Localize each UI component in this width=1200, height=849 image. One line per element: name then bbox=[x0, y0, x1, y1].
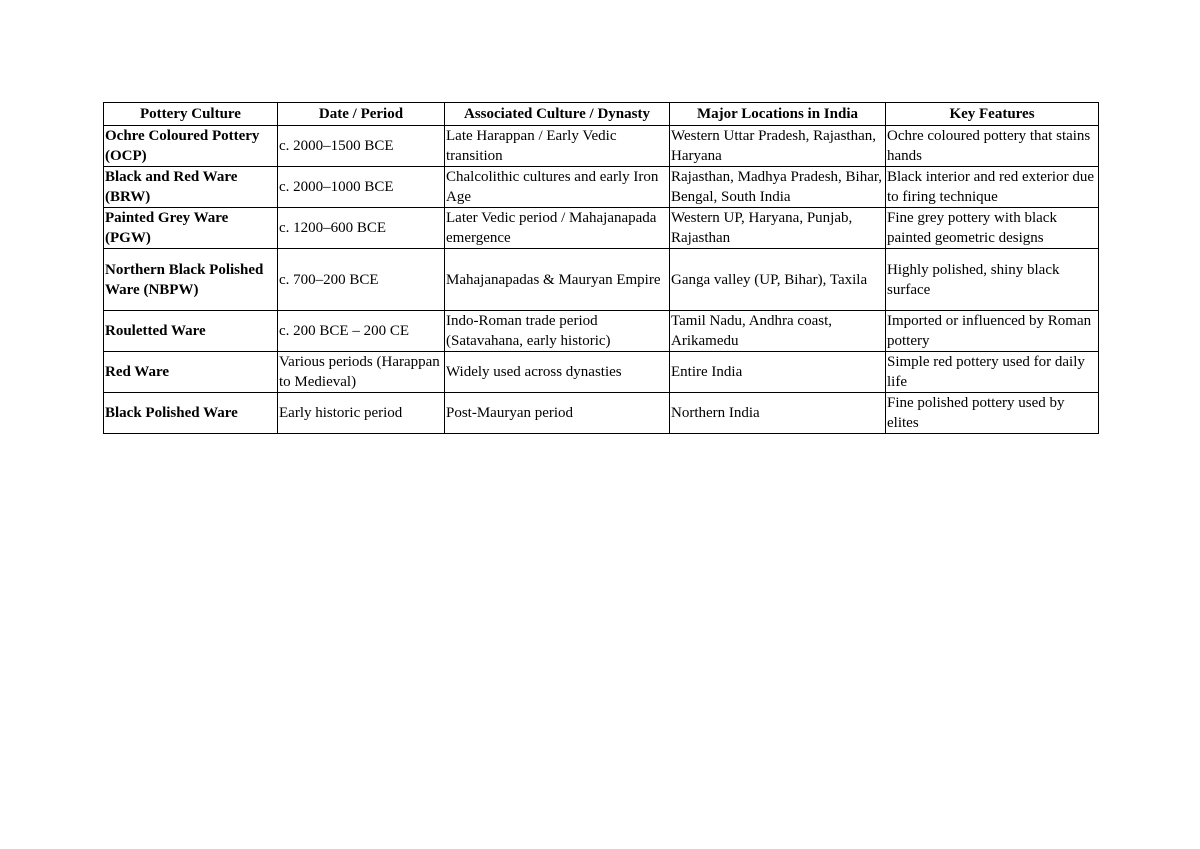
header-date-period: Date / Period bbox=[278, 103, 445, 126]
cell-features: Fine grey pottery with black painted geometric designs bbox=[886, 208, 1099, 249]
cell-date: c. 2000–1000 BCE bbox=[278, 167, 445, 208]
cell-culture: Black and Red Ware (BRW) bbox=[104, 167, 278, 208]
cell-locations: Entire India bbox=[670, 352, 886, 393]
cell-features: Black interior and red exterior due to firing technique bbox=[886, 167, 1099, 208]
cell-date: c. 2000–1500 BCE bbox=[278, 126, 445, 167]
table-row bbox=[104, 311, 1099, 352]
cell-date: c. 700–200 BCE bbox=[278, 249, 445, 311]
cell-features: Ochre coloured pottery that stains hands bbox=[886, 126, 1099, 167]
table-row bbox=[104, 352, 1099, 393]
cell-culture: Painted Grey Ware (PGW) bbox=[104, 208, 278, 249]
cell-locations: Northern India bbox=[670, 393, 886, 434]
table-header-row bbox=[104, 103, 1099, 126]
cell-locations: Tamil Nadu, Andhra coast, Arikamedu bbox=[670, 311, 886, 352]
cell-date: c. 200 BCE – 200 CE bbox=[278, 311, 445, 352]
header-major-locations: Major Locations in India bbox=[670, 103, 886, 126]
cell-date: Early historic period bbox=[278, 393, 445, 434]
cell-dynasty: Later Vedic period / Mahajanapada emergence bbox=[445, 208, 670, 249]
header-pottery-culture: Pottery Culture bbox=[104, 103, 278, 126]
cell-dynasty: Post-Mauryan period bbox=[445, 393, 670, 434]
table-row bbox=[104, 208, 1099, 249]
cell-culture: Rouletted Ware bbox=[104, 311, 278, 352]
cell-culture: Ochre Coloured Pottery (OCP) bbox=[104, 126, 278, 167]
pottery-cultures-table bbox=[103, 102, 1099, 434]
cell-features: Simple red pottery used for daily life bbox=[886, 352, 1099, 393]
cell-locations: Ganga valley (UP, Bihar), Taxila bbox=[670, 249, 886, 311]
table-row bbox=[104, 126, 1099, 167]
table-row bbox=[104, 249, 1099, 311]
cell-locations: Rajasthan, Madhya Pradesh, Bihar, Bengal, South India bbox=[670, 167, 886, 208]
header-associated-culture: Associated Culture / Dynasty bbox=[445, 103, 670, 126]
cell-culture: Red Ware bbox=[104, 352, 278, 393]
cell-date: c. 1200–600 BCE bbox=[278, 208, 445, 249]
cell-culture: Northern Black Polished Ware (NBPW) bbox=[104, 249, 278, 311]
cell-dynasty: Mahajanapadas & Mauryan Empire bbox=[445, 249, 670, 311]
header-key-features: Key Features bbox=[886, 103, 1099, 126]
cell-dynasty: Late Harappan / Early Vedic transition bbox=[445, 126, 670, 167]
table-row bbox=[104, 167, 1099, 208]
cell-features: Fine polished pottery used by elites bbox=[886, 393, 1099, 434]
cell-date: Various periods (Harappan to Medieval) bbox=[278, 352, 445, 393]
cell-features: Imported or influenced by Roman pottery bbox=[886, 311, 1099, 352]
cell-locations: Western UP, Haryana, Punjab, Rajasthan bbox=[670, 208, 886, 249]
cell-dynasty: Chalcolithic cultures and early Iron Age bbox=[445, 167, 670, 208]
cell-dynasty: Widely used across dynasties bbox=[445, 352, 670, 393]
cell-culture: Black Polished Ware bbox=[104, 393, 278, 434]
cell-dynasty: Indo-Roman trade period (Satavahana, early historic) bbox=[445, 311, 670, 352]
table-row bbox=[104, 393, 1099, 434]
cell-locations: Western Uttar Pradesh, Rajasthan, Haryana bbox=[670, 126, 886, 167]
cell-features: Highly polished, shiny black surface bbox=[886, 249, 1099, 311]
